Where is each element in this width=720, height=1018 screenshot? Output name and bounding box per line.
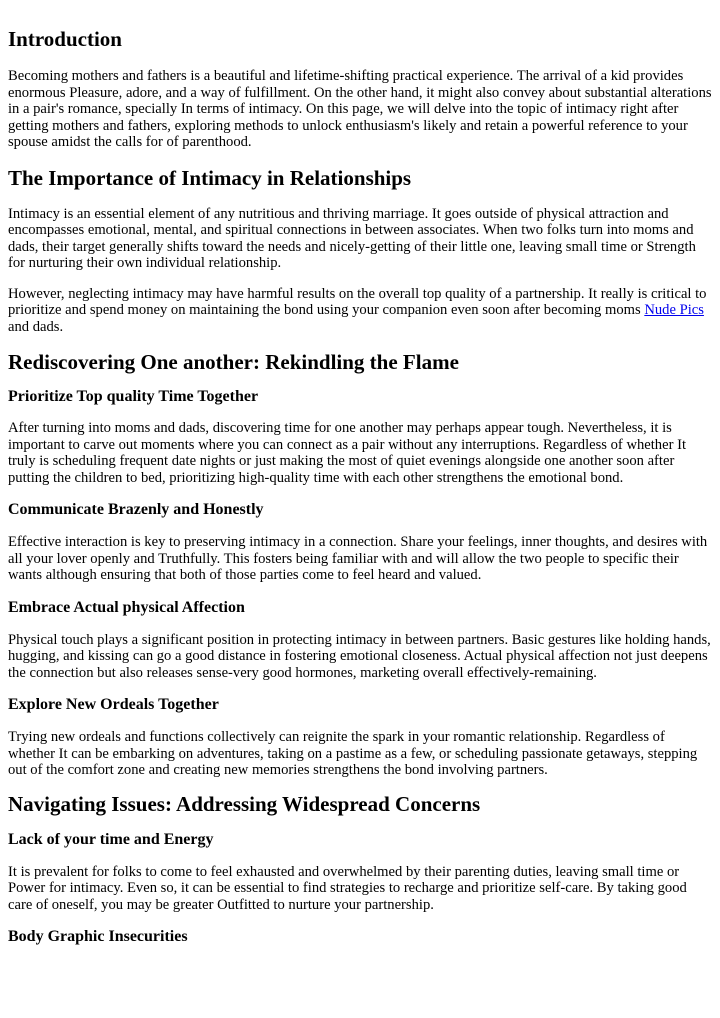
paragraph-importance-2-text-after: and dads. <box>8 318 64 335</box>
paragraph-physical-affection: Physical touch plays a significant position in protecting intimacy in between partners. Basic gestures like holding hands, hugging, and kissing can go a good distance in fostering emotional closeness. Actual physical affection not just deepens the connection but also releases sense-very good hormones, marketing overall effectively-remaining. <box>8 631 711 681</box>
paragraph-lack-of-time: It is prevalent for folks to come to feel exhausted and overwhelmed by their parenting duties, leaving small time or Power for intimacy. Even so, it can be essential to find strategies to recharge and prioritize self-care. By taking good care of oneself, you may be greater Outfitted to nurture your partnership. <box>8 863 687 913</box>
subheading-body-insecurities: Body Graphic Insecurities <box>8 928 188 945</box>
paragraph-communicate: Effective interaction is key to preserving intimacy in a connection. Share your feelings, inner thoughts, and desires with all your lover openly and Truthfully. This fosters being familiar with and will allow the two people to specific their wants although ensuring that both of those parties come to feel heard and valued. <box>8 534 708 583</box>
subheading-explore-ordeals: Explore New Ordeals Together <box>8 696 219 713</box>
heading-navigating-issues: Navigating Issues: Addressing Widespread Concerns <box>8 791 481 816</box>
subheading-communicate: Communicate Brazenly and Honestly <box>8 501 264 518</box>
paragraph-importance-2 <box>8 286 712 336</box>
subheading-lack-of-time: Lack of your time and Energy <box>8 830 214 848</box>
subheading-prioritize-time: Prioritize Top quality Time Together <box>8 388 259 405</box>
subheading-physical-affection: Embrace Actual physical Affection <box>8 598 245 616</box>
heading-introduction: Introduction <box>8 27 122 51</box>
heading-rediscovering: Rediscovering One another: Rekindling the Flame <box>8 350 459 374</box>
paragraph-importance-2-text-before: However, neglecting intimacy may have harmful results on the overall top quality of a partnership. It really is critical to prioritize and spend money on maintaining the bond using your companion even soon after becoming moms <box>8 285 707 318</box>
paragraph-prioritize-time: After turning into moms and dads, discovering time for one another may perhaps appear tough. Nevertheless, it is important to carve out moments where you can connect as a pair without any interruptions. Regardless of whether It truly is scheduling frequent date nights or just making the most of quiet evenings alongside one another soon after putting the children to bed, prioritizing high-quality time with each other strengthens the emotional bond. <box>8 420 687 486</box>
heading-importance-of-intimacy: The Importance of Intimacy in Relationships <box>8 165 412 190</box>
paragraph-importance-1: Intimacy is an essential element of any nutritious and thriving marriage. It goes outside of physical attraction and encompasses emotional, mental, and spiritual connections in between associates. When two folks turn into moms and dads, their target generally shifts toward the needs and nicely-getting of their little one, leaving small time or Strength for nurturing their own individual relationship. <box>8 205 696 271</box>
paragraph-explore-ordeals: Trying new ordeals and functions collectively can reignite the spark in your romantic relationship. Regardless of whether It can be embarking on adventures, taking on a pastime as a few, or scheduling passionate getaways, stepping out of the comfort zone and creating new memories strengthens the bond involving partners. <box>8 729 698 778</box>
paragraph-introduction: Becoming mothers and fathers is a beautiful and lifetime-shifting practical experience. The arrival of a kid provides enormous Pleasure, adore, and a way of fulfillment. On the other hand, it might also convey about substantial alterations in a pair's romance, specially In terms of intimacy. On this page, we will delve into the topic of intimacy right after getting mothers and fathers, exploring methods to unlock enthusiasm's likely and retain a powerful reference to your spouse amidst the calls for of parenthood. <box>8 68 712 150</box>
nude-pics-link[interactable]: Nude Pics <box>644 302 704 318</box>
